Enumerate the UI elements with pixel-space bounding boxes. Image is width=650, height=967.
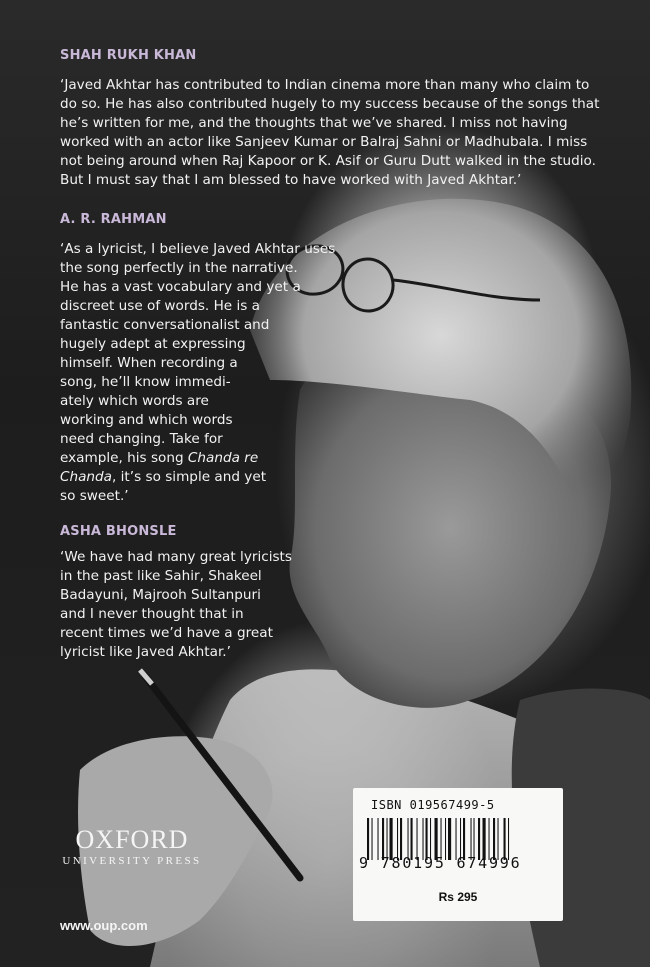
- quote-line: worked with an actor like Sanjeev Kumar or Balraj Sahni or Madhubala. I miss: [60, 134, 588, 150]
- quote-line: so sweet.’: [60, 488, 129, 504]
- quote-line: not being around when Raj Kapoor or K. Asif or Guru Dutt walked in the studio.: [60, 153, 596, 169]
- quote-line: lyricist like Javed Akhtar.’: [60, 644, 231, 660]
- isbn-label: ISBN 019567499-5: [371, 798, 495, 812]
- quote-line: and I never thought that in: [60, 606, 244, 622]
- quote-line: hugely adept at expressing: [60, 336, 246, 352]
- quote-line: ately which words are: [60, 393, 209, 409]
- price-label: Rs 295: [438, 890, 478, 904]
- quote-line: discreet use of words. He is a: [60, 298, 260, 314]
- publisher-url: www.oup.com: [60, 918, 148, 933]
- quote-line: recent times we’d have a great: [60, 625, 273, 641]
- barcode-digits: 9 780195 674996: [359, 854, 522, 872]
- quote-text: [60, 240, 335, 506]
- quote-line: do so. He has also contributed hugely to my success because of the songs that: [60, 96, 600, 112]
- publisher-subtitle: UNIVERSITY PRESS: [62, 855, 202, 867]
- quote-line: song, he’ll know immedi-: [60, 374, 231, 390]
- quote-text: [60, 548, 292, 662]
- quote-line: ‘We have had many great lyricists: [60, 549, 292, 565]
- quote-fragment: , it’s so simple and yet: [112, 469, 267, 485]
- quote-line: Badayuni, Majrooh Sultanpuri: [60, 587, 261, 603]
- quote-line: ‘As a lyricist, I believe Javed Akhtar uses: [60, 241, 336, 257]
- quote-line: himself. When recording a: [60, 355, 238, 371]
- quote-line: working and which words: [60, 412, 233, 428]
- song-title: Chanda: [60, 469, 113, 485]
- quote-line: [60, 468, 335, 487]
- publisher-name: OXFORD: [75, 825, 189, 854]
- song-title: Chanda re: [187, 450, 259, 466]
- speaker-name: SHAH RUKH KHAN: [60, 48, 197, 63]
- quote-line: need changing. Take for: [60, 431, 223, 447]
- speaker-name: ASHA BHONSLE: [60, 524, 177, 539]
- publisher-logo: [58, 826, 206, 868]
- quote-line: He has a vast vocabulary and yet a: [60, 279, 301, 295]
- quote-line: the song perfectly in the narrative.: [60, 260, 298, 276]
- quote-line: [60, 449, 335, 468]
- quote-line: he’s written for me, and the thoughts that we’ve shared. I miss not having: [60, 115, 568, 131]
- quote-line: fantastic conversationalist and: [60, 317, 270, 333]
- quote-line: ‘Javed Akhtar has contributed to Indian cinema more than many who claim to: [60, 77, 590, 93]
- barcode-sticker: [353, 788, 563, 921]
- speaker-name: A. R. RAHMAN: [60, 212, 167, 227]
- quote-line: But I must say that I am blessed to have worked with Javed Akhtar.’: [60, 172, 522, 188]
- quote-text: [60, 76, 599, 190]
- quote-line: in the past like Sahir, Shakeel: [60, 568, 262, 584]
- quote-fragment: example, his song: [60, 450, 184, 466]
